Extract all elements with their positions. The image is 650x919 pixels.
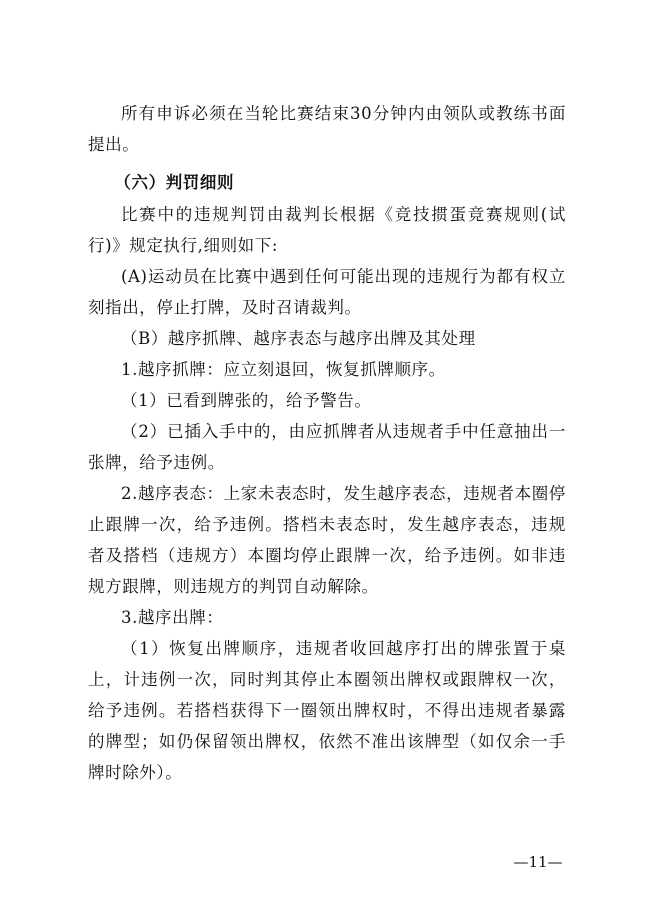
document-body <box>88 98 566 788</box>
paragraph-out-of-turn-play: 3.越序出牌： <box>121 608 224 627</box>
paragraph-play-item-1: （1）恢复出牌顺序，违规者收回越序打出的牌张置于桌上，计违例一次，同时判其停止本圈领出牌权或跟牌权一次，给予违例。若搭档获得下一圈领出牌权时，不得出违规者暴露的牌型；如仍保留领出牌权，依然不准出该牌型（如仅余一手牌时除外）。 <box>88 639 566 782</box>
paragraph-out-of-turn-draw: 1.越序抓牌：应立刻退回，恢复抓牌顺序。 <box>121 360 446 379</box>
paragraph-appeal-deadline: 所有申诉必须在当轮比赛结束30分钟内由领队或教练书面提出。 <box>88 104 566 154</box>
paragraph-rule-a: (A)运动员在比赛中遇到任何可能出现的违规行为都有权立刻指出，停止打牌，及时召请裁判。 <box>88 267 566 317</box>
paragraph-draw-item-1: （1）已看到牌张的，给予警告。 <box>121 391 372 410</box>
paragraph-rule-b: （B）越序抓牌、越序表态与越序出牌及其处理 <box>121 329 476 348</box>
paragraph-out-of-turn-call: 2.越序表态：上家未表态时，发生越序表态，违规者本圈停止跟牌一次，给予违例。搭档未表态时，发生越序表态，违规者及搭档（违规方）本圈均停止跟牌一次，给予违例。如非违规方跟牌，则违规方的判罚自动解除。 <box>88 484 566 596</box>
page-number: —11— <box>513 853 563 871</box>
paragraph-penalty-intro: 比赛中的违规判罚由裁判长根据《竞技掼蛋竞赛规则(试行)》规定执行,细则如下: <box>88 205 566 255</box>
paragraph-draw-item-2: （2）已插入手中的，由应抓牌者从违规者手中任意抽出一张牌，给予违例。 <box>88 422 566 472</box>
section-heading-penalty-rules: （六）判罚细则 <box>114 173 235 192</box>
